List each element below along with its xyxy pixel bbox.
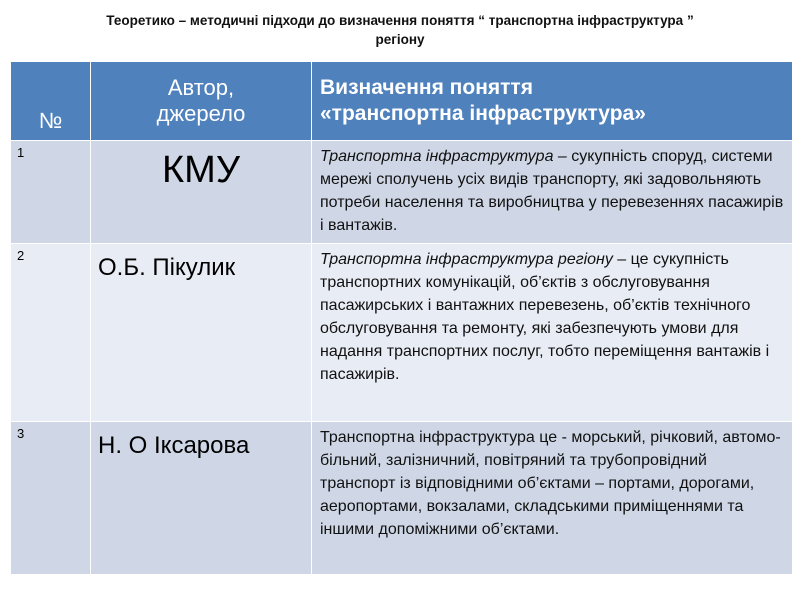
- definitions-table: [10, 61, 793, 575]
- header-definition-line-2: «транспортна інфраструктура»: [320, 102, 646, 125]
- table-row: [11, 422, 793, 575]
- definition-text: – сукупність споруд, системи мережі сполучень усіх видів транспорту, які задовольняють потреби населення та виробництва у перевезеннях пасажирів і вантажів.: [320, 148, 784, 234]
- table-row: [11, 141, 793, 244]
- row-number: 3: [11, 422, 91, 575]
- definition-term: Транспортна інфраструктура регіону: [320, 251, 613, 268]
- row-definition: [312, 244, 793, 422]
- slide-title: [40, 11, 760, 49]
- slide-title-line-2: регіону: [375, 32, 425, 47]
- header-definition: [312, 62, 793, 141]
- row-number: 1: [11, 141, 91, 244]
- table-header-row: [11, 62, 793, 141]
- row-author: КМУ: [91, 141, 312, 244]
- row-definition: [312, 422, 793, 575]
- header-definition-line-1: Визначення поняття: [320, 76, 533, 99]
- row-number: 2: [11, 244, 91, 422]
- definition-text: Транспортна інфраструктура це - морський, річковий, автомо-більний, залізничний, повітряний та трубопровідний транспорт із відповідними об’єктами – портами, дорогами, аеропортами, вокзалами, складськими приміщеннями та іншими допоміжними об’єктами.: [320, 429, 781, 538]
- header-author: [91, 62, 312, 141]
- row-author: Н. О Іксарова: [91, 422, 312, 575]
- header-author-line-1: Автор,: [167, 75, 235, 100]
- definition-text: – це сукупність транспортних комунікацій, об’єктів з обслуговування пасажирських і вантажних перевезень, об’єктів технічного обслуговування та ремонту, які забезпечують умови для надання транспортних послуг, тобто переміщення вантажів і пасажирів.: [320, 251, 770, 383]
- definition-term: Транспортна інфраструктура: [320, 148, 554, 165]
- slide-title-line-1: Теоретико – методичні підходи до визначення поняття “ транспортна інфраструктура ”: [106, 13, 694, 28]
- row-author: О.Б. Пікулик: [91, 244, 312, 422]
- header-number: №: [11, 62, 91, 141]
- header-author-line-2: джерело: [156, 101, 246, 126]
- row-definition: [312, 141, 793, 244]
- table-row: [11, 244, 793, 422]
